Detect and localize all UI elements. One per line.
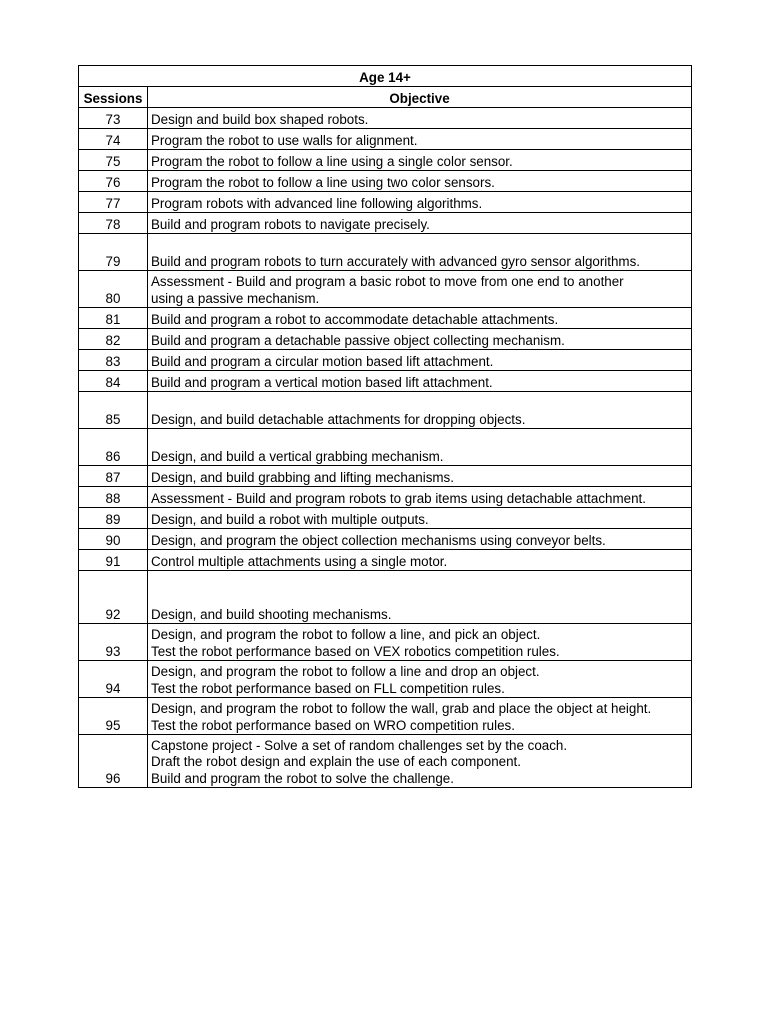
objective-text xyxy=(148,192,692,213)
session-number: 80 xyxy=(79,271,148,308)
objective-line: Design and build box shaped robots. xyxy=(151,111,369,127)
objective-line: Assessment - Build and program a basic robot to move from one end to another xyxy=(151,274,624,289)
objective-line: Draft the robot design and explain the use of each component. xyxy=(151,754,521,769)
session-number: 78 xyxy=(79,213,148,234)
table-row xyxy=(79,735,692,788)
session-number: 90 xyxy=(79,529,148,550)
objective-line: Design, and build a robot with multiple outputs. xyxy=(151,511,429,527)
table-row xyxy=(79,150,692,171)
objective-line: Build and program a circular motion based lift attachment. xyxy=(151,353,494,369)
objective-line: Design, and program the robot to follow the wall, grab and place the object at height. xyxy=(151,701,652,716)
objective-text xyxy=(148,661,692,698)
session-number: 79 xyxy=(79,234,148,271)
session-number: 84 xyxy=(79,371,148,392)
objective-text xyxy=(148,350,692,371)
objective-line: Program the robot to follow a line using a single color sensor. xyxy=(151,153,513,169)
objective-text xyxy=(148,213,692,234)
objective-line: Control multiple attachments using a single motor. xyxy=(151,553,448,569)
objective-line: Test the robot performance based on WRO competition rules. xyxy=(151,717,515,733)
table-row xyxy=(79,698,692,735)
objective-line: Design, and build shooting mechanisms. xyxy=(151,606,392,622)
table-row xyxy=(79,624,692,661)
objective-line: Design, and program the robot to follow a line, and pick an object. xyxy=(151,627,541,642)
objective-line: Design, and program the robot to follow a line and drop an object. xyxy=(151,664,540,679)
objective-text xyxy=(148,529,692,550)
table-row xyxy=(79,466,692,487)
objective-text xyxy=(148,171,692,192)
table-row xyxy=(79,350,692,371)
objective-text xyxy=(148,571,692,624)
objective-line: Design, and program the object collection mechanisms using conveyor belts. xyxy=(151,532,606,548)
objective-line: Design, and build a vertical grabbing mechanism. xyxy=(151,448,444,464)
session-number: 81 xyxy=(79,308,148,329)
objective-line: Design, and build detachable attachments for dropping objects. xyxy=(151,411,526,427)
objective-text xyxy=(148,150,692,171)
objective-text xyxy=(148,550,692,571)
session-number: 87 xyxy=(79,466,148,487)
table-row xyxy=(79,108,692,129)
table-row xyxy=(79,192,692,213)
table-row xyxy=(79,571,692,624)
objective-line: Program the robot to use walls for alignment. xyxy=(151,132,418,148)
objective-line: Program the robot to follow a line using two color sensors. xyxy=(151,174,495,190)
objective-text xyxy=(148,466,692,487)
objective-text xyxy=(148,234,692,271)
session-number: 96 xyxy=(79,735,148,788)
objective-line: Test the robot performance based on VEX robotics competition rules. xyxy=(151,643,560,659)
table-row xyxy=(79,308,692,329)
objective-text xyxy=(148,371,692,392)
table-body xyxy=(79,108,692,788)
objective-text xyxy=(148,271,692,308)
objective-line: using a passive mechanism. xyxy=(151,290,320,306)
session-number: 82 xyxy=(79,329,148,350)
table-row xyxy=(79,661,692,698)
objective-line: Build and program robots to navigate precisely. xyxy=(151,216,430,232)
table-row xyxy=(79,371,692,392)
objective-line: Build and program a detachable passive object collecting mechanism. xyxy=(151,332,565,348)
curriculum-table xyxy=(78,65,692,788)
table-row xyxy=(79,171,692,192)
session-number: 95 xyxy=(79,698,148,735)
objective-line: Build and program a vertical motion based lift attachment. xyxy=(151,374,493,390)
table-row xyxy=(79,508,692,529)
objective-text xyxy=(148,735,692,788)
table-row xyxy=(79,329,692,350)
objective-line: Capstone project - Solve a set of random challenges set by the coach. xyxy=(151,737,568,753)
table-row xyxy=(79,271,692,308)
table-row xyxy=(79,392,692,429)
session-number: 91 xyxy=(79,550,148,571)
objective-line: Program robots with advanced line following algorithms. xyxy=(151,195,483,211)
objective-text xyxy=(148,429,692,466)
objective-line: Test the robot performance based on FLL competition rules. xyxy=(151,680,505,696)
table-row xyxy=(79,234,692,271)
objective-text xyxy=(148,508,692,529)
objective-text xyxy=(148,624,692,661)
objective-line: Assessment - Build and program robots to grab items using detachable attachment. xyxy=(151,490,646,506)
session-number: 86 xyxy=(79,429,148,466)
objective-column-header: Objective xyxy=(148,87,692,108)
session-number: 94 xyxy=(79,661,148,698)
session-number: 77 xyxy=(79,192,148,213)
curriculum-sheet xyxy=(78,65,691,788)
objective-text xyxy=(148,308,692,329)
sessions-column-header: Sessions xyxy=(79,87,148,108)
objective-text xyxy=(148,129,692,150)
objective-line: Build and program a robot to accommodate detachable attachments. xyxy=(151,311,559,327)
table-title: Age 14+ xyxy=(79,66,692,87)
table-row xyxy=(79,529,692,550)
objective-text xyxy=(148,108,692,129)
table-row xyxy=(79,487,692,508)
table-row xyxy=(79,213,692,234)
session-number: 83 xyxy=(79,350,148,371)
session-number: 92 xyxy=(79,571,148,624)
objective-line: Build and program the robot to solve the challenge. xyxy=(151,770,454,786)
session-number: 74 xyxy=(79,129,148,150)
objective-text xyxy=(148,487,692,508)
session-number: 89 xyxy=(79,508,148,529)
session-number: 76 xyxy=(79,171,148,192)
session-number: 85 xyxy=(79,392,148,429)
table-row xyxy=(79,129,692,150)
table-row xyxy=(79,429,692,466)
session-number: 93 xyxy=(79,624,148,661)
session-number: 88 xyxy=(79,487,148,508)
session-number: 75 xyxy=(79,150,148,171)
objective-text xyxy=(148,329,692,350)
session-number: 73 xyxy=(79,108,148,129)
objective-line: Design, and build grabbing and lifting mechanisms. xyxy=(151,469,454,485)
objective-text xyxy=(148,392,692,429)
objective-text xyxy=(148,698,692,735)
table-row xyxy=(79,550,692,571)
objective-line: Build and program robots to turn accurately with advanced gyro sensor algorithms. xyxy=(151,253,641,269)
